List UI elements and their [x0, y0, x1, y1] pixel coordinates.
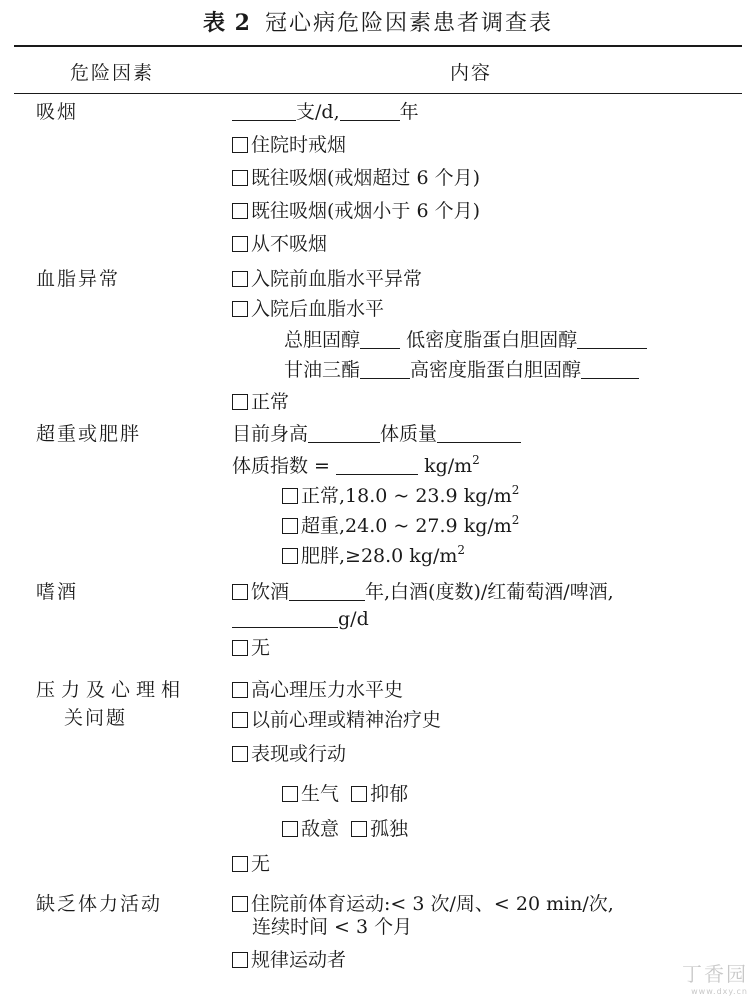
- weight-height-mass-line: 目前身高 体质量: [232, 420, 521, 448]
- checkbox[interactable]: [282, 548, 298, 564]
- alcohol-grams-blank[interactable]: [232, 609, 338, 628]
- checkbox[interactable]: [282, 518, 298, 534]
- weight-option-obese[interactable]: 肥胖,≥28.0 $kg/m^2$: [282, 542, 465, 570]
- smoking-option-never[interactable]: 从不吸烟: [232, 230, 327, 258]
- table-number: 表 2: [203, 10, 251, 36]
- cigarettes-per-day-blank[interactable]: [232, 102, 296, 121]
- category-weight: 超重或肥胖: [36, 423, 142, 445]
- stress-anger-depression-line: [282, 780, 408, 808]
- category-smoking: 吸烟: [36, 101, 79, 123]
- lipid-option-abnormal-before[interactable]: 入院前血脂水平异常: [232, 265, 422, 293]
- watermark-logo: 丁香园 www.dxy.cn: [682, 962, 748, 996]
- alcohol-amount-line: g/d: [232, 605, 369, 633]
- years-unit: 年: [399, 101, 419, 123]
- tc-blank[interactable]: [360, 330, 400, 349]
- mass-blank[interactable]: [437, 424, 521, 443]
- top-rule: [14, 45, 742, 47]
- option-depression[interactable]: 抑郁: [351, 783, 408, 805]
- activity-option-low-exercise[interactable]: 住院前体育运动:< 3 次/周、< 20 min/次,: [232, 890, 614, 918]
- option-hostility[interactable]: 敌意: [282, 818, 339, 840]
- weight-bmi-line: 体质指数 = $kg/m^2$: [232, 453, 480, 477]
- cigarettes-unit: 支/d,: [296, 101, 340, 123]
- checkbox[interactable]: [232, 712, 248, 728]
- category-activity: 缺乏体力活动: [36, 893, 163, 915]
- stress-option-prior-therapy[interactable]: 以前心理或精神治疗史: [232, 706, 441, 734]
- checkbox[interactable]: [282, 786, 298, 802]
- category-lipid: 血脂异常: [36, 268, 121, 290]
- ldl-blank[interactable]: [577, 330, 647, 349]
- checkbox[interactable]: [232, 301, 248, 317]
- stress-option-behavior[interactable]: 表现或行动: [232, 740, 346, 768]
- category-stress-line1: 压力及心理相: [36, 679, 187, 701]
- stress-hostility-loneliness-line: [282, 815, 408, 843]
- lipid-option-after-admission[interactable]: 入院后血脂水平: [232, 295, 384, 323]
- smoking-option-quit-in-hospital[interactable]: 住院时戒烟: [232, 131, 346, 159]
- checkbox[interactable]: [351, 821, 367, 837]
- weight-option-normal[interactable]: 正常,18.0 ~ 23.9 $kg/m^2$: [282, 482, 519, 510]
- lipid-tg-hdl-line: 甘油三酯 高密度脂蛋白胆固醇: [284, 356, 639, 384]
- checkbox[interactable]: [232, 271, 248, 287]
- alcohol-option-drinking[interactable]: 饮酒 年,白酒(度数)/红葡萄酒/啤酒,: [232, 578, 614, 606]
- checkbox[interactable]: [232, 682, 248, 698]
- activity-duration-line: 连续时间 < 3 个月: [252, 916, 413, 938]
- drinking-years-blank[interactable]: [289, 582, 365, 601]
- checkbox[interactable]: [282, 821, 298, 837]
- checkbox[interactable]: [232, 856, 248, 872]
- smoking-option-quit-over-6m[interactable]: 既往吸烟(戒烟超过 6 个月): [232, 164, 480, 192]
- checkbox[interactable]: [232, 203, 248, 219]
- stress-option-high-pressure[interactable]: 高心理压力水平史: [232, 676, 403, 704]
- smoking-option-quit-under-6m[interactable]: 既往吸烟(戒烟小于 6 个月): [232, 197, 480, 225]
- category-alcohol: 嗜酒: [36, 581, 79, 603]
- tg-blank[interactable]: [360, 360, 410, 379]
- lipid-option-normal[interactable]: 正常: [232, 388, 289, 416]
- checkbox[interactable]: [232, 952, 248, 968]
- checkbox[interactable]: [232, 236, 248, 252]
- smoking-amount-line: [232, 98, 419, 126]
- header-risk-factor: 危险因素: [70, 62, 155, 84]
- checkbox[interactable]: [232, 896, 248, 912]
- checkbox[interactable]: [232, 137, 248, 153]
- checkbox[interactable]: [351, 786, 367, 802]
- hdl-blank[interactable]: [581, 360, 639, 379]
- option-loneliness[interactable]: 孤独: [351, 818, 408, 840]
- stress-option-none[interactable]: 无: [232, 850, 270, 878]
- checkbox[interactable]: [232, 640, 248, 656]
- activity-option-regular[interactable]: 规律运动者: [232, 946, 346, 974]
- table-title-text: 冠心病危险因素患者调查表: [264, 11, 553, 36]
- lipid-tc-ldl-line: 总胆固醇 低密度脂蛋白胆固醇: [284, 326, 647, 354]
- checkbox[interactable]: [232, 170, 248, 186]
- table-title: [0, 6, 756, 37]
- checkbox[interactable]: [232, 746, 248, 762]
- alcohol-option-none[interactable]: 无: [232, 634, 270, 662]
- checkbox[interactable]: [232, 394, 248, 410]
- checkbox[interactable]: [232, 584, 248, 600]
- bmi-blank[interactable]: [336, 456, 418, 475]
- height-blank[interactable]: [308, 424, 380, 443]
- category-stress-line2: 关问题: [64, 707, 128, 729]
- weight-option-overweight[interactable]: 超重,24.0 ~ 27.9 $kg/m^2$: [282, 512, 519, 540]
- option-anger[interactable]: 生气: [282, 783, 339, 805]
- header-rule: [14, 93, 742, 94]
- smoking-years-blank[interactable]: [340, 102, 400, 121]
- checkbox[interactable]: [282, 488, 298, 504]
- header-content: 内容: [450, 62, 493, 84]
